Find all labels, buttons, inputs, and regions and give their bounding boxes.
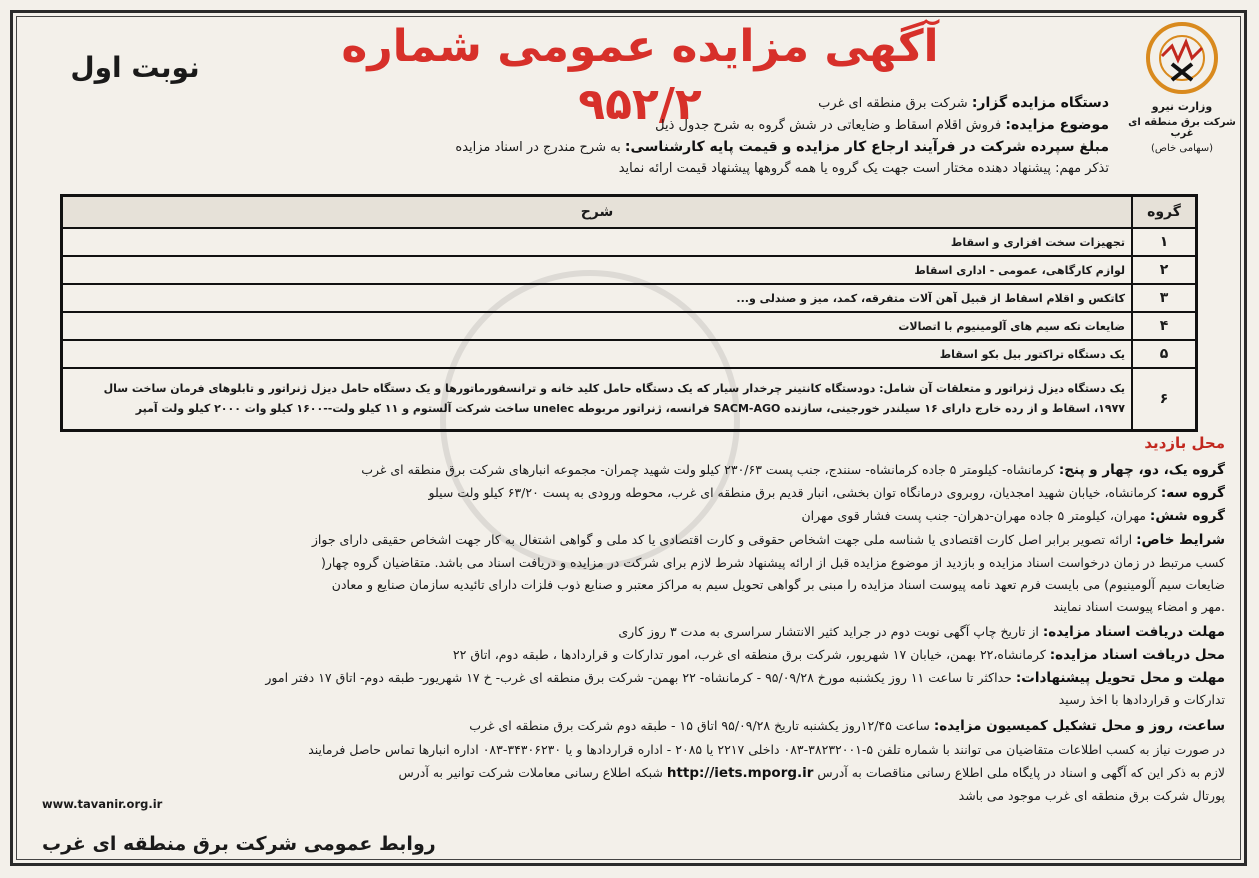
logo-ministry: وزارت نیرو — [1151, 100, 1213, 113]
visit-g3-value: کرمانشاه، خیابان شهید امجدیان، روبروی درمانگاه توان بخشی، انبار قدیم برق منطقه ای غرب، محوطه ورودی به پست ۶۳/۲۰ کیلو ولت سیلو — [428, 485, 1157, 500]
row-number: ۶ — [1132, 368, 1197, 431]
page-title: آگهی مزایده عمومی شماره ۹۵۲/۲ — [341, 21, 939, 130]
docs-place-label: محل دریافت اسناد مزایده: — [1049, 647, 1225, 663]
notice-text-2: شبکه اطلاع رسانی معاملات شرکت توانیر به آدرس — [398, 765, 663, 780]
table-row — [62, 340, 1197, 368]
footer-signature: روابط عمومی شرکت برق منطقه ای غرب — [42, 833, 436, 855]
deposit-line — [249, 136, 1109, 159]
col-group-header: گروه — [1132, 196, 1197, 229]
company-logo — [1127, 22, 1237, 162]
table-row — [62, 312, 1197, 340]
notice-text-1: لازم به ذکر این که آگهی و اسناد در پایگاه ملی اطلاع رسانی مناقصات به آدرس — [817, 765, 1225, 780]
tavanir-link[interactable]: www.tavanir.org.ir — [42, 797, 163, 811]
col-desc-header: شرح — [62, 196, 1133, 229]
row-description: لوازم کارگاهی، عمومی - اداری اسقاط — [62, 256, 1133, 284]
visit-g1-value: کرمانشاه- کیلومتر ۵ جاده کرمانشاه- سنندج، جنب پست ۲۳۰/۶۳ کیلو ولت شهید چمران- مجموعه انبارهای شرکت برق منطقه ای غرب — [361, 462, 1055, 477]
contact-line: در صورت نیاز به کسب اطلاعات متقاضیان می توانند با شماره تلفن ۵-۳۸۲۳۲۰۰۱-۰۸۳ داخلی ۲۲۱۷ یا ۲۰۸۵ - اداره قراردادها و یا ۳۴۳۰۶۲۳۰-۰۸۳ اداره انبارها تماس حاصل فرمایند — [308, 742, 1225, 757]
visit-group-6 — [25, 506, 1225, 527]
row-number: ۵ — [1132, 340, 1197, 368]
conditions-line-4: .مهر و امضاء پیوست اسناد نمایند — [1053, 599, 1225, 614]
docs-deadline-value: از تاریخ چاپ آگهی نوبت دوم در جراید کثیر الانتشار سراسری به مدت ۳ روز کاری — [618, 624, 1039, 639]
docs-place-value: کرمانشاه،۲۲ بهمن، خیابان ۱۷ شهریور، شرکت برق منطقه ای غرب، امور تدارکات و قراردادها ، طبقه دوم، اتاق ۲۲ — [452, 647, 1046, 662]
edition-badge: نوبت اول — [70, 51, 200, 84]
table-header-row — [62, 196, 1197, 229]
notice-line — [25, 763, 1225, 784]
important-note: تذکر مهم: پیشنهاد دهنده مختار است جهت یک گروه یا همه گروهها پیشنهاد قیمت ارائه نماید — [618, 161, 1109, 176]
subject-label: موضوع مزایده: — [1005, 117, 1109, 133]
commission-label: ساعت، روز و محل تشکیل کمیسیون مزایده: — [933, 718, 1225, 734]
table-row — [62, 256, 1197, 284]
visit-group-1 — [25, 460, 1225, 481]
docs-deadline-label: مهلت دریافت اسناد مزایده: — [1042, 624, 1225, 640]
items-table — [60, 194, 1198, 432]
tavanir-logo-icon — [1146, 22, 1218, 94]
auctioneer-line — [249, 92, 1109, 115]
visit-g1-label: گروه یک، دو، چهار و پنج: — [1058, 462, 1225, 478]
table-row — [62, 228, 1197, 256]
table-row — [62, 284, 1197, 312]
iets-link[interactable]: http://iets.mporg.ir — [666, 765, 814, 781]
auctioneer-value: شرکت برق منطقه ای غرب — [818, 96, 968, 111]
conditions-line-1 — [25, 530, 1225, 551]
submit-label: مهلت و محل تحویل پیشنهادات: — [1015, 670, 1225, 686]
deposit-label: مبلغ سپرده شرکت در فرآیند ارجاع کار مزایده و قیمت پایه کارشناسی: — [624, 139, 1109, 155]
conditions-line-3: ضایعات سیم آلومینیوم) می بایست فرم تعهد نامه پیوست اسناد مزایده را مبنی بر گواهی تحویل سیم به مراکز معتبر و صنایع ذوب فلزات دارای تائیدیه سازمان صنایع و معادن — [331, 577, 1225, 592]
subject-line — [249, 114, 1109, 137]
notice-line-2: پورتال شرکت برق منطقه ای غرب موجود می باشد — [958, 788, 1225, 803]
visit-section-title: محل بازدید — [1144, 434, 1225, 452]
row-number: ۲ — [1132, 256, 1197, 284]
visit-g6-label: گروه شش: — [1149, 508, 1225, 524]
visit-g6-value: مهران، کیلومتر ۵ جاده مهران-دهران- جنب پست فشار قوی مهران — [801, 508, 1146, 523]
conditions-text: ارائه تصویر برابر اصل کارت اقتصادی یا شناسه ملی جهت اشخاص حقوقی و کارت اقتصادی یا کد ملی و گواهی اشتغال به کار جهت اشخاص حقیقی دارای جواز — [311, 532, 1133, 547]
submit-line-2: تدارکات و قراردادها با اخذ رسید — [1058, 692, 1225, 707]
subject-value: فروش اقلام اسقاط و ضایعاتی در شش گروه به شرح جدول ذیل — [655, 118, 1002, 133]
auctioneer-label: دستگاه مزایده گزار: — [971, 95, 1109, 111]
row-description: ضایعات تکه سیم های آلومینیوم با اتصالات — [62, 312, 1133, 340]
submit-value: حداکثر تا ساعت ۱۱ روز یکشنبه مورخ ۹۵/۰۹/۲۸ - کرمانشاه- ۲۲ بهمن- شرکت برق منطقه ای غرب- خ ۱۷ شهریور- طبقه دوم- اتاق ۱۷ دفتر امور — [265, 670, 1012, 685]
submit-line — [25, 668, 1225, 689]
conditions-line-2: کسب مرتبط در زمان درخواست اسناد مزایده و بازدید از موضوع مزایده قبل از ارائه پیشنهاد شرط لازم برای شرکت در مزایده و دریافت اسناد می باشد. متقاضیان گروه چهار( — [320, 555, 1225, 570]
commission-value: ساعت ۱۲/۴۵روز یکشنبه تاریخ ۹۵/۰۹/۲۸ اتاق ۱۵ - طبقه دوم شرکت برق منطقه ای غرب — [469, 718, 930, 733]
commission-line — [25, 716, 1225, 737]
row-description: کاتکس و اقلام اسقاط از قبیل آهن آلات متفرقه، کمد، میز و صندلی و... — [62, 284, 1133, 312]
docs-deadline-line — [25, 622, 1225, 643]
docs-place-line — [25, 645, 1225, 666]
row-description: یک دستگاه دیزل ژنراتور و متعلقات آن شامل: دودستگاه کانتینر چرخدار سیار که یک دستگاه حامل کلید خانه و ترانسفورماتورها و یک دستگاه حامل دیزل ژنراتور و تابلوهای فرمان ساخت سال ۱۹۷۷، اسقاط و از رده خارج دارای ۱۶ سیلندر خورجینی، سازنده SACM-AGO فرانسه، ژنراتور مربوطه unelec ساخت شرکت آلستوم و ۱۱ کیلو ولت--۱۶۰۰ کیلو وات ۲۰۰۰ کیلو ولت آمپر — [62, 368, 1133, 431]
visit-group-3 — [25, 483, 1225, 504]
deposit-value: به شرح مندرج در اسناد مزایده — [455, 140, 621, 155]
row-number: ۳ — [1132, 284, 1197, 312]
conditions-label: شرایط خاص: — [1136, 532, 1225, 548]
table-row — [62, 368, 1197, 431]
visit-g3-label: گروه سه: — [1160, 485, 1225, 501]
row-number: ۱ — [1132, 228, 1197, 256]
row-number: ۴ — [1132, 312, 1197, 340]
row-description: تجهیزات سخت افزاری و اسقاط — [62, 228, 1133, 256]
row-description: یک دستگاه تراکتور بیل بکو اسقاط — [62, 340, 1133, 368]
logo-type: (سهامی خاص) — [1150, 143, 1214, 154]
logo-company: شرکت برق منطقه ای غرب — [1128, 117, 1236, 139]
